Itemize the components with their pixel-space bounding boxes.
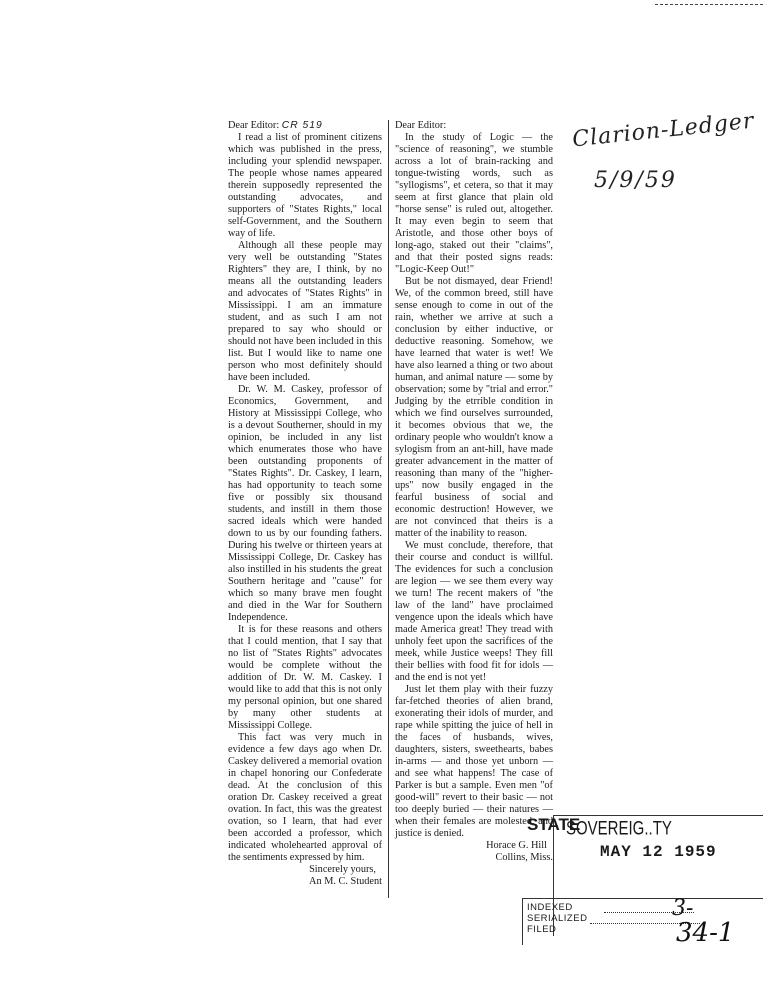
letter-left-closing: Sincerely yours, <box>309 864 376 875</box>
letter-right-salutation: Dear Editor: <box>395 120 447 131</box>
serialized-label: SERIALIZED <box>527 913 588 924</box>
column-divider <box>388 120 389 898</box>
letter-left-salutation-line <box>228 120 382 132</box>
letter-right-paragraph-1: In the study of Logic — the "science of reasoning", we stumble across a lot of brain-racking and tongue-twisting words, such as "syllogisms", et cetera, so that it may seem at first glance that plain old "horse sense" is ruled out, altogether. It may even begin to seem that Aristotle, and those other boys of long-ago, staked out their "claims", and that their posted signs reads: "Logic-Keep Out!" <box>395 132 553 275</box>
letter-left-paragraph-2: Although all these people may very well be outstanding "States Righters" they are, I think, by no means all the outstanding leaders and advocates of "States Rights" in Mississippi. I am an immature student, and as such I am not prepared to say who should or should not have been included in this list. But I would like to name one person who most definitely should have been included. <box>228 240 382 383</box>
letter-right-location: Collins, Miss. <box>495 852 553 863</box>
letter-right-paragraph-3: We must conclude, therefore, that their course and conduct is willful. The evidences for such a conclusion are legion — we see them every way we turn! The recent makers of "the law of the land" have proclaimed vengence upon the ideals which have made America great! They tread with unholy feet upon the sacrifices of the meek, while Justice weeps! They fill their bellies with food fit for idols — and the end is not yet! <box>395 540 553 683</box>
stamp-state-text: STATE <box>527 815 581 834</box>
indexed-label: INDEXED <box>527 902 573 913</box>
letter-right <box>395 120 553 864</box>
letter-left-paragraph-3: Dr. W. M. Caskey, professor of Economics, Government, and History at Mississippi College, who is a devout Southerner, should in my opinion, be included in any list which enumerates those who have been outstanding proponents of "States Rights". Dr. Caskey, I learn, has had opportunity to teach some five or possibly six thousand students, and instill in them those sacred ideals which were handed down to us by our founding fathers. During his twelve or thirteen years at Mississippi College, Dr. Caskey has also instilled in his students the great Southern heritage and "cause" for which so many brave men fought and died in the War for Southern Independence. <box>228 384 382 623</box>
letter-left-paragraph-5: This fact was very much in evidence a few days ago when Dr. Caskey delivered a memorial ovation in chapel honoring our Confederate dead. At the conclusion of this oration Dr. Caskey received a great ovation. In fact, this was the greatest ovation, so I learn, that had ever been accorded a professor, which indicated wholehearted approval of the sentiments expressed by him. <box>228 732 382 863</box>
handwritten-newspaper-name: Clarion-Ledger <box>571 108 756 153</box>
handwritten-file-number: 34-1 <box>676 918 735 948</box>
letter-right-paragraph-4: Just let them play with their fuzzy far-fetched theories of alien brand, exonerating their idols of murder, and rape while spitting the juice of hell in the faces of husbands, wives, daughters, sisters, sweethearts, babes in-arms — and those yet unborn — and see what happens! The case of Parker is but a sample. Even men "of good-will" revert to their basic — not too deeply buried — their natures — when their females are molested, and justice is denied. <box>395 684 553 839</box>
letter-left-paragraph-4: It is for these reasons and others that I could mention, that I say that no list of "States Rights" advocates would be complete without the addition of Dr. W. M. Caskey. I would like to add that this is not only my personal opinion, but one shared by many other students at Mississippi College. <box>228 624 382 731</box>
stamp-date-text: MAY 12 1959 <box>600 843 717 861</box>
handwritten-date: 5/9/59 <box>594 168 677 193</box>
stamp-agency-text: SOVEREIG..TY <box>566 817 672 840</box>
letter-right-signature: Horace G. Hill <box>486 840 547 851</box>
top-edge-rule <box>655 4 763 5</box>
letter-left-salutation: Dear Editor: <box>228 120 280 131</box>
letter-left-paragraph-1: I read a list of prominent citizens which was published in the press, including your splendid newspaper. The people whose names appeared therein supposedly represented the outstanding advocates, and supporters of "States Rights," local self-Government, and the Southern way of life. <box>228 132 382 239</box>
letter-left <box>228 120 382 888</box>
letter-left-signature: An M. C. Student <box>309 876 382 887</box>
handwritten-index-number: 3- <box>672 896 694 921</box>
file-code-stamp: CR 519 <box>281 120 323 131</box>
letter-right-paragraph-2: But be not dismayed, dear Friend! We, of the common breed, still have sense enough to come in out of the rain, whether we arrive at such a conclusion by either inductive, or deductive reasoning. Somehow, we have learned that water is wet! We have also learned a thing or two about human, and animal nature — some by observation; some by "trial and error." Judging by the etrrible condition in which we find ourselves surrounded, it becomes obvious that we, the ordinary people who wouldn't know a sylogism from an ant-hill, have made greater advancement in the matter of reasoning than many of the "higher-ups" now busily engaged in the fearful business of social and economic destruction! However, we are not convinced that theirs is a matter of the inability to reason. <box>395 276 553 539</box>
filed-label: FILED <box>527 924 557 935</box>
